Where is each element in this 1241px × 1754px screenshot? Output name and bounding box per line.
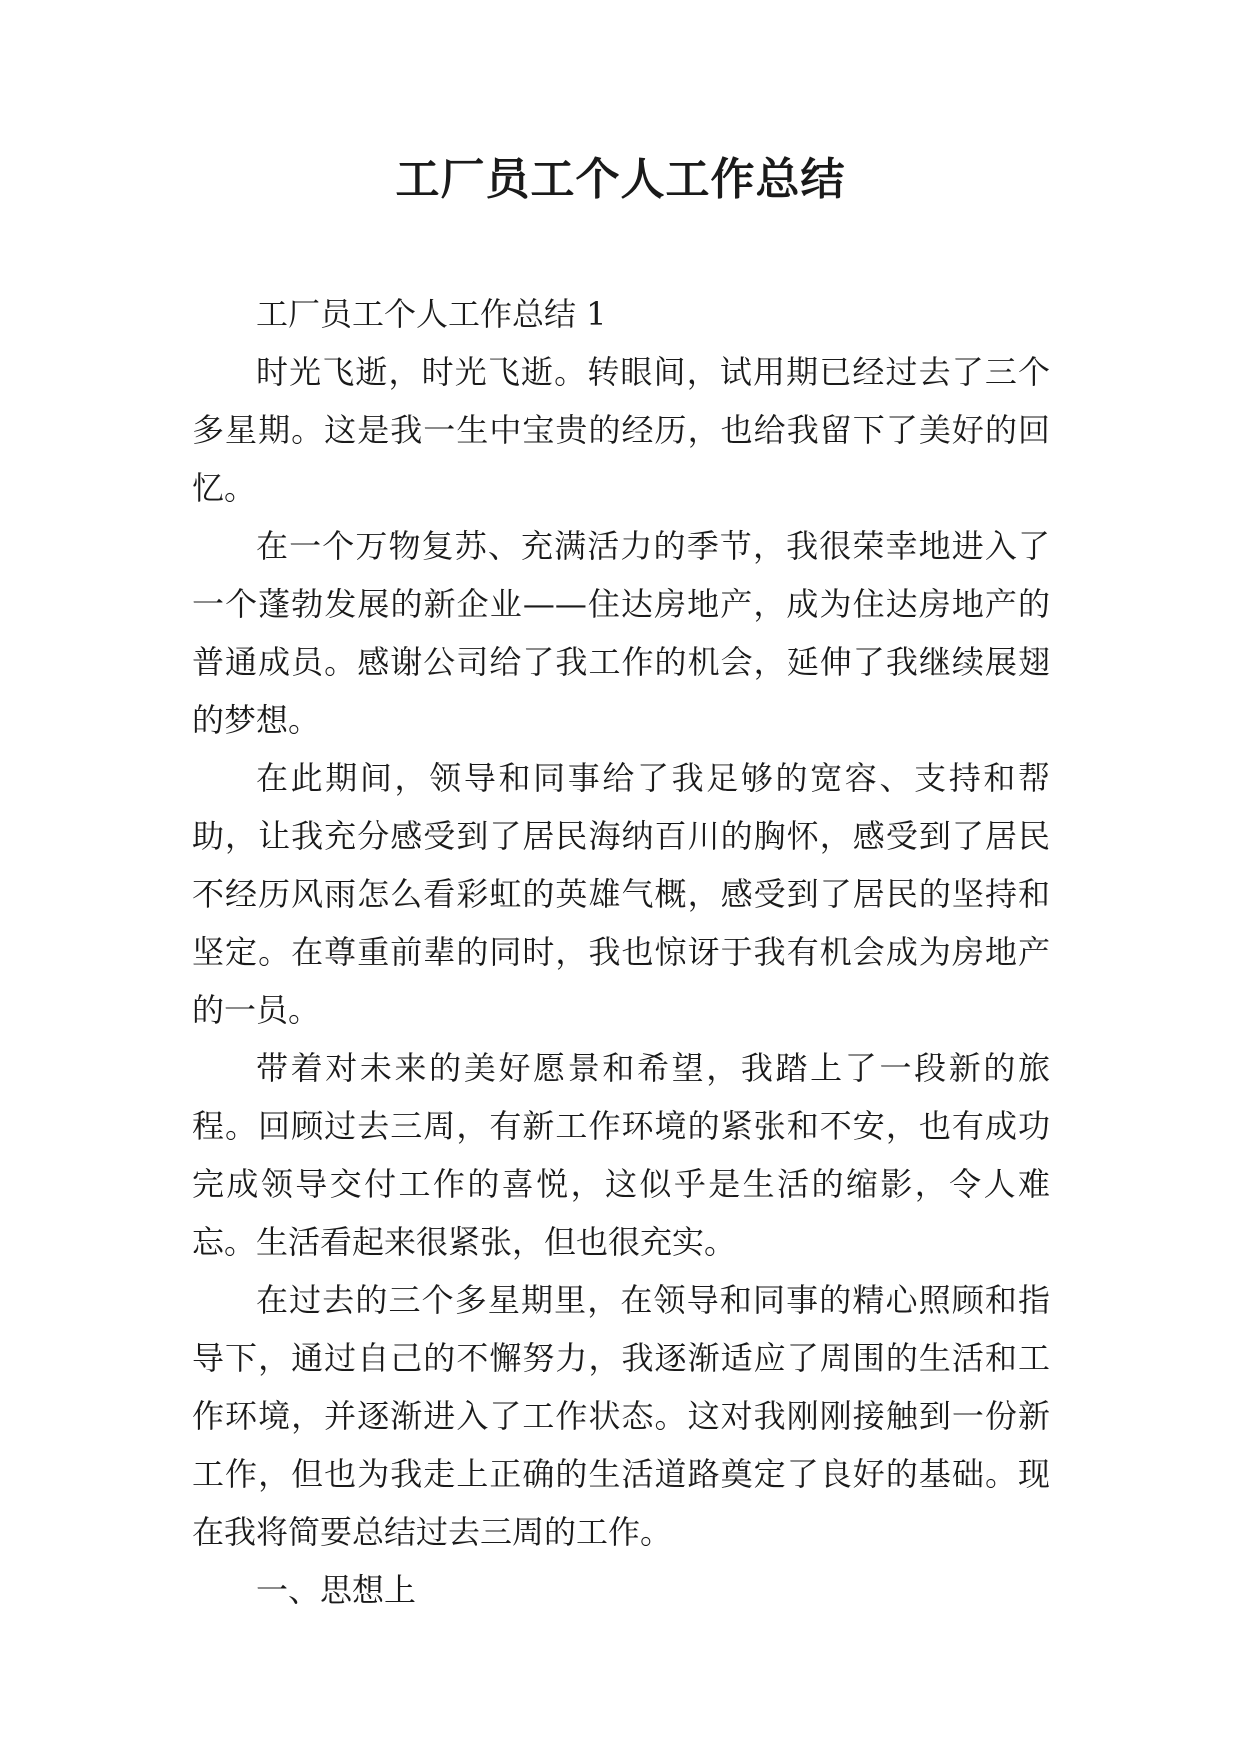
paragraph: 在此期间，领导和同事给了我足够的宽容、支持和帮助，让我充分感受到了居民海纳百川的胸怀，感受到了居民不经历风雨怎么看彩虹的英雄气概，感受到了居民的坚持和坚定。在尊重前辈的同时，我也惊讶于我有机会成为房地产的一员。 (192, 759, 1050, 1029)
paragraph: 时光飞逝，时光飞逝。转眼间，试用期已经过去了三个多星期。这是我一生中宝贵的经历，也给我留下了美好的回忆。 (192, 353, 1050, 507)
paragraph: 在过去的三个多星期里，在领导和同事的精心照顾和指导下，通过自己的不懈努力，我逐渐适应了周围的生活和工作环境，并逐渐进入了工作状态。这对我刚刚接触到一份新工作，但也为我走上正确的生活道路奠定了良好的基础。现在我将简要总结过去三周的工作。 (192, 1281, 1050, 1551)
paragraph: 带着对未来的美好愿景和希望，我踏上了一段新的旅程。回顾过去三周，有新工作环境的紧张和不安，也有成功完成领导交付工作的喜悦，这似乎是生活的缩影，令人难忘。生活看起来很紧张，但也很充实。 (192, 1049, 1050, 1261)
section-heading: 工厂员工个人工作总结 1 (256, 295, 607, 333)
document-title: 工厂员工个人工作总结 (395, 154, 846, 205)
paragraph: 在一个万物复苏、充满活力的季节，我很荣幸地进入了一个蓬勃发展的新企业——住达房地产，成为住达房地产的普通成员。感谢公司给了我工作的机会，延伸了我继续展翅的梦想。 (192, 527, 1050, 739)
document-body (192, 285, 1050, 1619)
subsection-heading: 一、思想上 (256, 1571, 417, 1609)
